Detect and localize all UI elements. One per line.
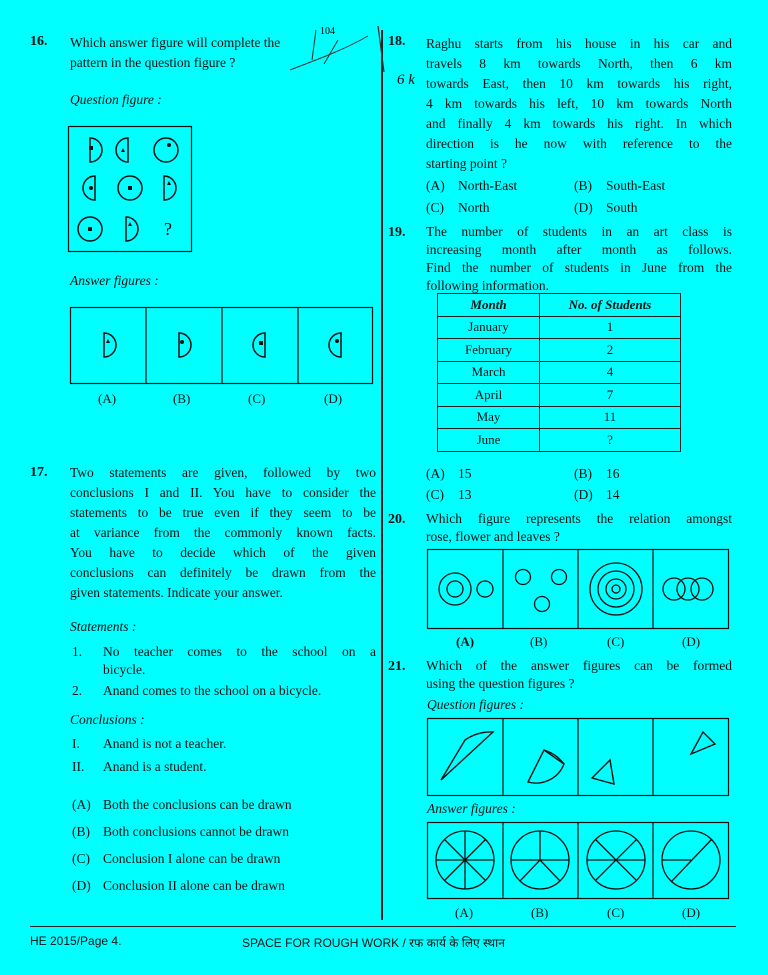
- q20-fig-b[interactable]: [516, 570, 567, 612]
- q17-option-d-label[interactable]: (D): [72, 878, 91, 893]
- q17-option-b-label[interactable]: (B): [72, 824, 90, 839]
- q21-line: using the question figures ?: [426, 676, 575, 691]
- q18-option-d-label[interactable]: (D): [574, 200, 593, 215]
- q17-option-a-label[interactable]: (A): [72, 797, 91, 812]
- q21-qfig-2: [528, 750, 564, 783]
- q16-option-b[interactable]: (B): [173, 391, 191, 406]
- q21-question-label: Question figures :: [427, 697, 524, 712]
- q17-line: Two statements are given, followed by two: [70, 465, 376, 480]
- q19-question-text: [426, 223, 732, 295]
- table-cell: 2: [540, 339, 681, 362]
- q17-question-text: [70, 463, 376, 603]
- q21-number: 21.: [388, 659, 406, 674]
- q16-answer-fig-b[interactable]: [179, 333, 191, 357]
- table-cell: 1: [540, 316, 681, 339]
- q20-line: rose, flower and leaves ?: [426, 529, 560, 544]
- q18-line: travels 8 km towards North, then 6 km: [426, 56, 732, 71]
- q17-number: 17.: [30, 465, 48, 480]
- q16-option-a[interactable]: (A): [98, 391, 117, 406]
- q16-fig-r3c2: [126, 217, 138, 241]
- q17-conclusion-2-num: II.: [72, 759, 85, 774]
- q16-answer-fig-d[interactable]: [329, 333, 341, 357]
- q21-answer-fig-c[interactable]: [587, 831, 645, 889]
- q18-option-d-text[interactable]: South: [606, 200, 638, 215]
- q21-qfig-1: [441, 732, 493, 780]
- q21-question-figures: [427, 718, 729, 796]
- q20-fig-c[interactable]: [590, 563, 642, 615]
- footer-rule: [30, 926, 736, 927]
- column-divider: [381, 30, 383, 920]
- q16-fig-r3c1: [78, 217, 102, 241]
- q17-line: given statements. Indicate your answer.: [70, 585, 283, 600]
- q21-qfig-4: [691, 732, 715, 754]
- table-header-students: No. of Students: [540, 294, 681, 317]
- q17-line: conclusions I and II. You have to consider the: [70, 485, 376, 500]
- q19-option-a-label[interactable]: (A): [426, 466, 445, 481]
- table-cell: March: [438, 361, 540, 384]
- q16-text-line1: Which answer figure will complete the: [70, 35, 281, 50]
- q16-fig-r1c3: [154, 138, 178, 162]
- q17-conclusion-1-num: I.: [72, 736, 80, 751]
- q20-option-d[interactable]: (D): [682, 634, 701, 649]
- q16-fig-r2c3: [164, 176, 176, 200]
- table-cell: 4: [540, 361, 681, 384]
- q18-number: 18.: [388, 34, 406, 49]
- q18-line: and finally 4 km towards his right. In which: [426, 116, 732, 131]
- q20-option-a[interactable]: (A): [456, 634, 475, 649]
- q21-question-text: [426, 657, 732, 693]
- table-cell: February: [438, 339, 540, 362]
- q19-line: following information.: [426, 278, 549, 293]
- q16-answer-fig-a[interactable]: [104, 333, 116, 357]
- q16-question-figure: [68, 126, 192, 252]
- q17-line: You have to decide which of the given: [70, 545, 376, 560]
- q16-question-label: Question figure :: [70, 92, 162, 107]
- q19-line: increasing month after month as follows.: [426, 242, 732, 257]
- q17-option-c-text[interactable]: Conclusion I alone can be drawn: [103, 851, 281, 866]
- q16-option-c[interactable]: (C): [248, 391, 266, 406]
- table-cell: 7: [540, 384, 681, 407]
- table-row: [438, 429, 681, 452]
- q19-option-d-label[interactable]: (D): [574, 487, 593, 502]
- q21-answer-figures: [427, 822, 729, 899]
- table-row: [438, 316, 681, 339]
- handwritten-mark-104: 104: [320, 26, 335, 37]
- q17-conclusion-2-text: Anand is a student.: [103, 759, 207, 774]
- q17-option-b-text[interactable]: Both conclusions cannot be drawn: [103, 824, 289, 839]
- q20-fig-d[interactable]: [663, 578, 713, 600]
- q21-answer-fig-d[interactable]: [662, 831, 720, 889]
- q21-option-b[interactable]: (B): [531, 905, 549, 920]
- q17-statement-1-line1: No teacher comes to the school on a: [103, 644, 376, 659]
- q18-line: starting point ?: [426, 156, 507, 171]
- q18-line: 4 km towards his left, 10 km towards North: [426, 96, 732, 111]
- q18-line: Raghu starts from his house in his car and: [426, 36, 732, 51]
- table-row: [438, 361, 681, 384]
- q17-option-d-text[interactable]: Conclusion II alone can be drawn: [103, 878, 285, 893]
- q19-option-d-text[interactable]: 14: [606, 487, 620, 502]
- q20-option-c[interactable]: (C): [607, 634, 625, 649]
- q18-line: direction is he now with reference to the: [426, 136, 732, 151]
- table-cell: May: [438, 406, 540, 429]
- q21-answer-label: Answer figures :: [427, 801, 516, 816]
- q20-number: 20.: [388, 512, 406, 527]
- q17-line: conclusions can definitely be drawn from the: [70, 565, 376, 580]
- q17-option-a-text[interactable]: Both the conclusions can be drawn: [103, 797, 292, 812]
- q17-line: at variance from the commonly known facts.: [70, 525, 376, 540]
- q21-qfig-3: [592, 760, 614, 784]
- handwritten-scribble: [280, 22, 400, 82]
- q17-conclusions-label: Conclusions :: [70, 712, 145, 727]
- q21-answer-fig-b[interactable]: [511, 831, 569, 889]
- q20-fig-a[interactable]: [439, 573, 493, 605]
- q16-number: 16.: [30, 34, 48, 49]
- q20-question-text: [426, 510, 732, 546]
- footer-rough-work: SPACE FOR ROUGH WORK / रफ कार्य के लिए स्थान: [242, 936, 505, 950]
- q17-option-c-label[interactable]: (C): [72, 851, 90, 866]
- q20-line: Which figure represents the relation amongst: [426, 511, 732, 526]
- table-row: [438, 339, 681, 362]
- q18-option-c-label[interactable]: (C): [426, 200, 444, 215]
- q18-option-b-label[interactable]: (B): [574, 178, 592, 193]
- q19-option-b-text[interactable]: 16: [606, 466, 620, 481]
- q16-option-d[interactable]: (D): [324, 391, 343, 406]
- q17-statement-2-num: 2.: [72, 683, 83, 698]
- q17-statement-1-line2: bicycle.: [103, 662, 146, 677]
- table-row: [438, 406, 681, 429]
- q19-option-c-label[interactable]: (C): [426, 487, 444, 502]
- q18-option-a-label[interactable]: (A): [426, 178, 445, 193]
- table-cell: 11: [540, 406, 681, 429]
- q19-option-b-label[interactable]: (B): [574, 466, 592, 481]
- q16-fig-r2c1: [83, 176, 95, 200]
- q18-question-text: [426, 34, 732, 174]
- q16-answer-figures: [70, 307, 373, 384]
- q19-number: 19.: [388, 225, 406, 240]
- q21-option-d[interactable]: (D): [682, 905, 701, 920]
- q21-option-a[interactable]: (A): [455, 905, 474, 920]
- q19-option-a-text[interactable]: 15: [458, 466, 472, 481]
- q17-statement-1-num: 1.: [72, 644, 83, 659]
- table-header-row: [438, 294, 681, 317]
- q21-option-c[interactable]: (C): [607, 905, 625, 920]
- q16-fig-r2c2: [118, 176, 142, 200]
- q20-figures: [427, 549, 729, 629]
- q19-option-c-text[interactable]: 13: [458, 487, 472, 502]
- table-cell: June: [438, 429, 540, 452]
- table-row: [438, 384, 681, 407]
- q19-line: Find the number of students in June from the: [426, 260, 732, 275]
- table-header-month: Month: [438, 294, 540, 317]
- handwritten-mark-6k: 6 k: [397, 72, 415, 88]
- q17-statement-2-line1: Anand comes to the school on a bicycle.: [103, 683, 322, 698]
- q21-line: Which of the answer figures can be formed: [426, 658, 732, 673]
- q20-option-b[interactable]: (B): [530, 634, 548, 649]
- q19-month-table: [437, 293, 681, 452]
- q19-line: The number of students in an art class is: [426, 224, 732, 239]
- q18-option-b-text[interactable]: South-East: [606, 178, 666, 193]
- q17-line: statements to be true even if they seem to be: [70, 505, 376, 520]
- q18-option-c-text[interactable]: North: [458, 200, 490, 215]
- q16-fig-r1c2: [116, 138, 128, 162]
- footer-page-label: HE 2015/Page 4.: [30, 934, 122, 948]
- q21-answer-fig-a[interactable]: [436, 831, 494, 889]
- q16-fig-r1c1: [89, 138, 102, 162]
- q18-option-a-text[interactable]: North-East: [458, 178, 518, 193]
- table-cell: January: [438, 316, 540, 339]
- q16-text-line2: pattern in the question figure ?: [70, 55, 236, 70]
- q16-answer-label: Answer figures :: [70, 273, 159, 288]
- q17-statements-label: Statements :: [70, 619, 137, 634]
- table-cell: April: [438, 384, 540, 407]
- q16-answer-fig-c[interactable]: [253, 333, 265, 357]
- q16-missing-mark: ?: [164, 219, 172, 239]
- table-cell: ?: [540, 429, 681, 452]
- q18-line: towards East, then 10 km towards his right,: [426, 76, 732, 91]
- q17-conclusion-1-text: Anand is not a teacher.: [103, 736, 227, 751]
